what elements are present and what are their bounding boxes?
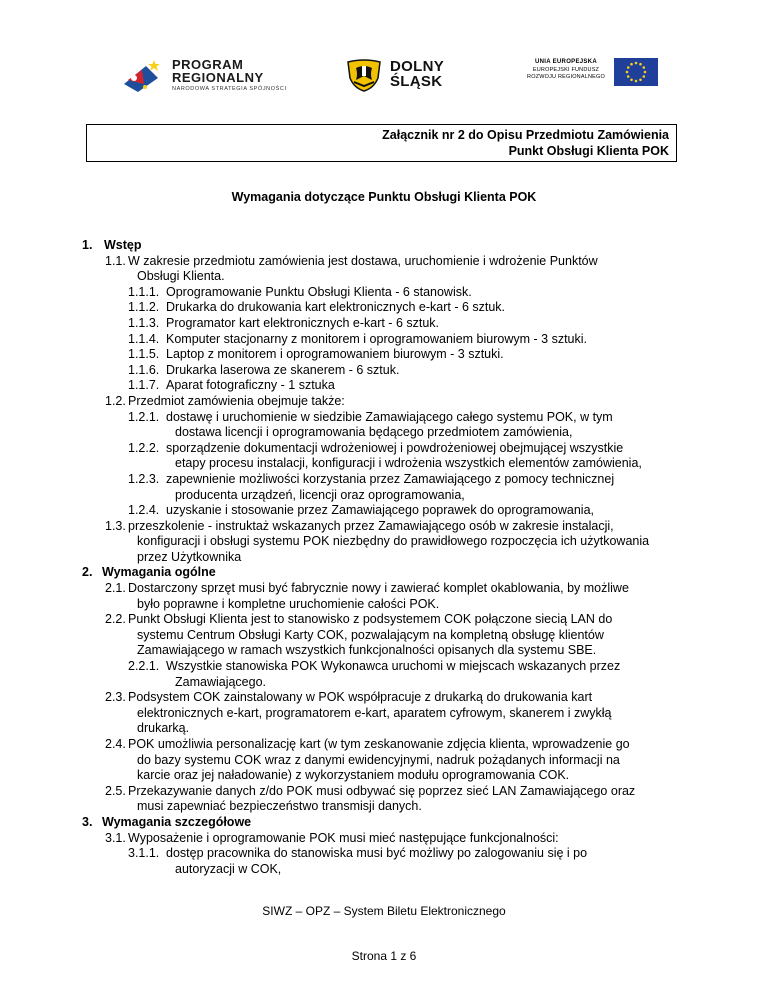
item-number: 1.1.: [105, 253, 126, 268]
list-item: [82, 737, 678, 784]
list-item: [82, 394, 678, 410]
list-item: [82, 503, 678, 519]
list-item: [82, 254, 678, 285]
item-text: karcie oraz jej naładowanie) z wykorzystaniem modułu oprogramowania COK.: [137, 768, 570, 783]
list-item: [82, 581, 678, 612]
item-number: 2.2.: [105, 612, 126, 627]
item-text: Obsługi Klienta.: [137, 269, 225, 284]
eu-logo: [520, 56, 680, 92]
item-text: dostawę i uruchomienie w siedzibie Zamawiającego całego systemu POK, w tym: [166, 409, 613, 424]
item-text: Wyposażenie i oprogramowanie POK musi mieć następujące funkcjonalności:: [128, 830, 559, 845]
list-item: [82, 316, 678, 332]
annex-line2: Punkt Obsługi Klienta POK: [508, 144, 669, 158]
item-text: Podsystem COK zainstalowany w POK współpracuje z drukarką do drukowania kart: [128, 690, 593, 705]
item-text: systemu Centrum Obsługi Karty COK, pozwalającym na kompletną obsługę klientów: [137, 627, 604, 642]
annex-box: [86, 124, 677, 162]
item-text: Przekazywanie danych z/do POK musi odbywać się poprzez sieć LAN Zamawiającego oraz: [128, 783, 636, 798]
item-number: 1.1.2.: [128, 300, 160, 315]
list-item: [82, 300, 678, 316]
list-item: [82, 363, 678, 379]
section-heading: [82, 565, 678, 581]
item-text: przeszkolenie - instruktaż wskazanych przez Zamawiającego osób w zakresie instalacji,: [128, 518, 614, 533]
section-title: Wstęp: [104, 238, 142, 252]
item-text: uzyskanie i stosowanie przez Zamawiającego poprawek do oprogramowania,: [166, 503, 595, 518]
item-text: Aparat fotograficzny - 1 sztuka: [166, 378, 335, 393]
section-title: Wymagania szczegółowe: [102, 814, 252, 829]
list-item: [82, 831, 678, 847]
item-number: 2.2.1.: [128, 659, 160, 674]
item-text: elektronicznych e-kart, programatorem e-kart, aparatem cyfrowym, skanerem i zwykłą: [137, 705, 612, 720]
item-number: 1.1.6.: [128, 362, 160, 377]
eu-logo-line3: ROZWOJU REGIONALNEGO: [527, 74, 605, 80]
item-number: 3.1.1.: [128, 846, 160, 861]
program-regionalny-emblem-icon: [120, 54, 166, 96]
program-logo-line3: NARODOWA STRATEGIA SPÓJNOŚCI: [172, 86, 287, 92]
list-item: [82, 441, 678, 472]
item-number: 2.4.: [105, 737, 126, 751]
item-number: 1.2.2.: [128, 440, 160, 455]
item-number: 1.2.: [105, 393, 126, 408]
item-text: musi zapewniać bezpieczeństwo transmisji danych.: [137, 799, 422, 814]
item-number: 1.1.4.: [128, 331, 160, 346]
item-number: 3.1.: [105, 830, 126, 845]
document-title: Wymagania dotyczące Punktu Obsługi Klienta POK: [231, 190, 537, 204]
dolny-slask-line2: ŚLĄSK: [390, 73, 443, 90]
section-heading: [82, 238, 678, 254]
item-text: przez Użytkownika: [137, 549, 242, 564]
item-text: dostawa licencji i oprogramowania będącego przedmiotem zamówienia,: [175, 425, 573, 440]
item-text: Komputer stacjonarny z monitorem i oprogramowaniem biurowym - 3 sztuki.: [166, 331, 587, 346]
footer-page-number: Strona 1 z 6: [351, 949, 417, 963]
section-heading: [82, 815, 678, 831]
program-logo-line1: PROGRAM: [172, 57, 244, 72]
footer-document-name: SIWZ – OPZ – System Biletu Elektronicznego: [262, 904, 506, 918]
list-item: [82, 285, 678, 301]
item-number: 1.1.3.: [128, 315, 160, 330]
item-text: Punkt Obsługi Klienta jest to stanowisko z podsystemem COK połączone siecią LAN do: [128, 612, 613, 627]
item-number: 1.3.: [105, 518, 126, 533]
program-regionalny-logo: [120, 54, 320, 96]
section-number: 3.: [82, 814, 93, 829]
item-text: było poprawne i kompletne uruchomienie całości POK.: [137, 596, 440, 611]
list-item: [82, 332, 678, 348]
item-text: sporządzenie dokumentacji wdrożeniowej i powdrożeniowej obejmującej wszystkie: [166, 440, 624, 455]
eu-logo-line2: EUROPEJSKI FUNDUSZ: [532, 67, 600, 73]
list-item: [82, 612, 678, 659]
item-text: zapewnienie możliwości korzystania przez Zamawiającego z pomocy technicznej: [166, 471, 615, 486]
list-item: [82, 472, 678, 503]
section-number: 2.: [82, 565, 93, 580]
list-item: [82, 347, 678, 363]
dolny-slask-line1: DOLNY: [390, 58, 444, 75]
document-content: [82, 238, 678, 877]
eu-flag-icon: [614, 58, 658, 86]
eu-logo-line1: UNIA EUROPEJSKA: [535, 59, 597, 65]
item-text: dostęp pracownika do stanowiska musi być możliwy po zalogowaniu się i po: [166, 846, 588, 861]
item-number: 1.1.7.: [128, 378, 160, 393]
item-text: etapy procesu instalacji, konfiguracji i wdrożenia wszystkich elementów zamówienia,: [175, 456, 642, 471]
item-text: Drukarka laserowa ze skanerem - 6 sztuk.: [166, 362, 400, 377]
list-item: [82, 519, 678, 566]
section-title: Wymagania ogólne: [102, 565, 216, 580]
item-text: Wszystkie stanowiska POK Wykonawca uruchomi w miejscach wskazanych przez: [166, 659, 621, 674]
item-text: Oprogramowanie Punktu Obsługi Klienta - 6 stanowisk.: [166, 284, 472, 299]
dolny-slask-logo: [346, 56, 456, 96]
item-text: Laptop z monitorem i oprogramowaniem biurowym - 3 sztuki.: [166, 347, 504, 362]
item-number: 1.2.3.: [128, 471, 160, 486]
item-text: Programator kart elektronicznych e-kart - 6 sztuk.: [166, 315, 440, 330]
item-number: 1.2.1.: [128, 409, 160, 424]
item-text: W zakresie przedmiotu zamówienia jest dostawa, uruchomienie i wdrożenie Punktów: [128, 253, 598, 268]
item-text: Dostarczony sprzęt musi być fabrycznie nowy i zawierać komplet okablowania, by możliwe: [128, 581, 629, 596]
item-number: 1.1.1.: [128, 284, 160, 299]
item-text: POK umożliwia personalizację kart (w tym zeskanowanie zdjęcia klienta, wprowadzenie go: [128, 737, 630, 751]
header-logos: [0, 50, 768, 100]
list-item: [82, 846, 678, 877]
item-text: autoryzacji w COK,: [175, 861, 282, 876]
item-number: 2.1.: [105, 581, 126, 596]
item-number: 1.2.4.: [128, 503, 160, 518]
item-text: Drukarka do drukowania kart elektronicznych e-kart - 6 sztuk.: [166, 300, 506, 315]
list-item: [82, 378, 678, 394]
item-number: 2.5.: [105, 783, 126, 798]
item-text: do bazy systemu COK wraz z danymi ewidencyjnymi, nadruk pożądanych informacji na: [137, 752, 620, 767]
section-number: 1.: [82, 238, 93, 252]
item-text: Zamawiającego w ramach wszystkich funkcjonalności opisanych dla systemu SBE.: [137, 643, 597, 658]
item-text: Przedmiot zamówienia obejmuje także:: [128, 393, 345, 408]
item-text: Zamawiającego.: [175, 674, 267, 689]
list-item: [82, 659, 678, 690]
item-text: drukarką.: [137, 721, 190, 736]
list-item: [82, 690, 678, 737]
dolny-slask-crest-icon: [346, 58, 382, 92]
item-number: 2.3.: [105, 690, 126, 705]
item-text: producenta urządzeń, licencji oraz oprogramowania,: [175, 487, 465, 502]
item-number: 1.1.5.: [128, 347, 160, 362]
list-item: [82, 784, 678, 815]
annex-line1: Załącznik nr 2 do Opisu Przedmiotu Zamówienia: [382, 128, 669, 142]
list-item: [82, 410, 678, 441]
item-text: konfiguracji i obsługi systemu POK niezbędny do prawidłowego rozpoczęcia ich użytkowania: [137, 534, 650, 549]
program-logo-line2: REGIONALNY: [172, 70, 264, 85]
